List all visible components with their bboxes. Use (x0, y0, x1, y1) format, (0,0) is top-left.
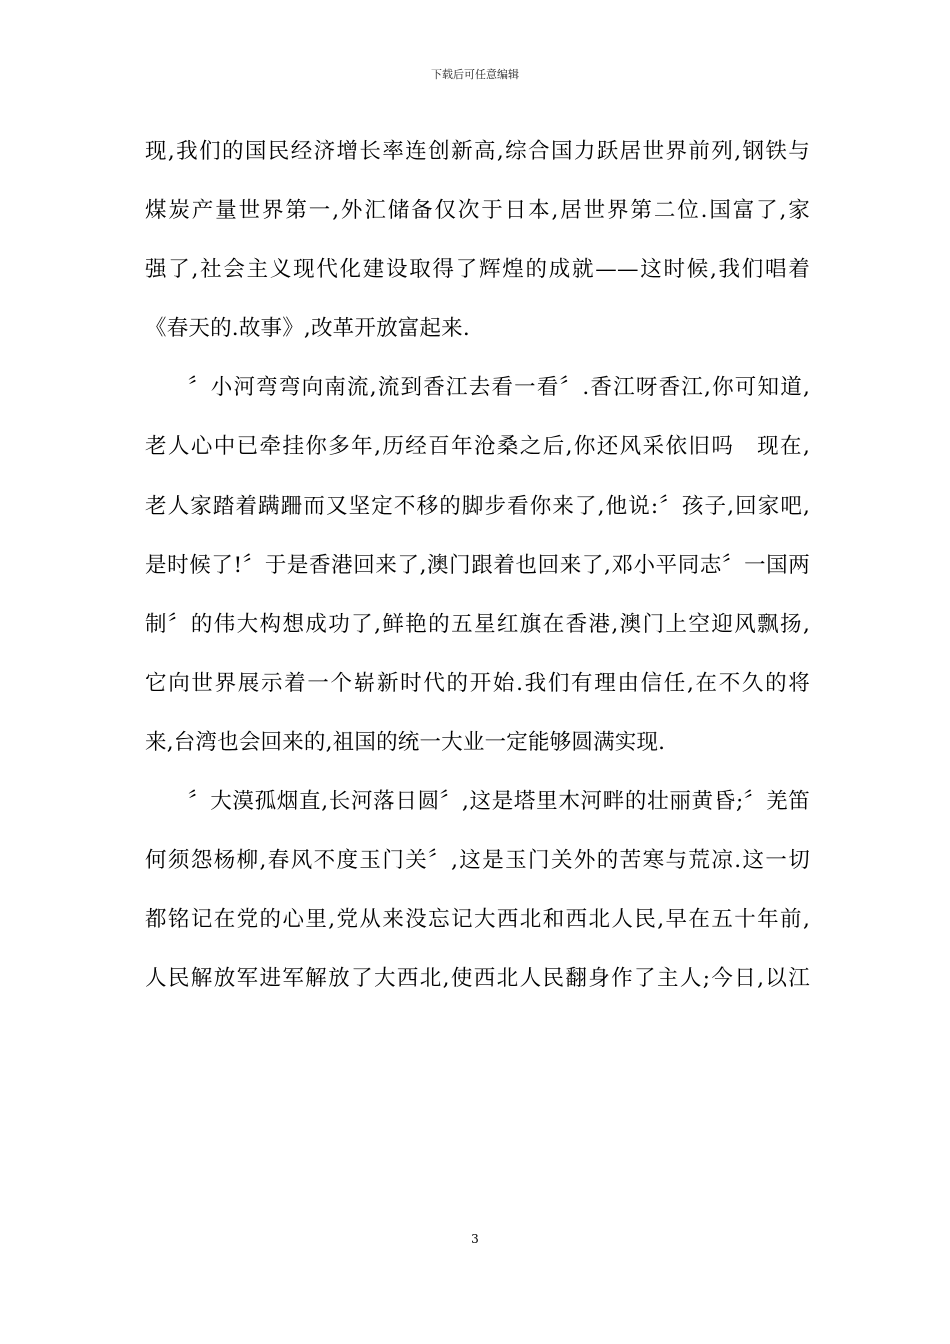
text-line: 煤炭产量世界第一,外汇储备仅次于日本,居世界第二位.国富了,家 (145, 198, 810, 224)
text-line: 都铭记在党的心里,党从来没忘记大西北和西北人民,早在五十年前, (145, 907, 810, 933)
text-line: 老人心中已牵挂你多年,历经百年沧桑之后,你还风采依旧吗 现在, (145, 434, 810, 460)
page-number: 3 (471, 1232, 479, 1246)
text-line: 来,台湾也会回来的,祖国的统一大业一定能够圆满实现. (145, 729, 666, 755)
text-line: 何须怨杨柳,春风不度玉门关〞,这是玉门关外的苦寒与荒凉.这一切 (145, 848, 810, 874)
text-line: 是时候了!〞于是香港回来了,澳门跟着也回来了,邓小平同志〞一国两 (145, 552, 810, 578)
text-line: 《春天的.故事》,改革开放富起来. (145, 316, 470, 342)
text-line: 〞小河弯弯向南流,流到香江去看一看〞.香江呀香江,你可知道, (188, 375, 810, 401)
text-line: 老人家踏着蹒跚而又坚定不移的脚步看你来了,他说:〞孩子,回家吧, (145, 493, 810, 519)
text-line: 〞大漠孤烟直,长河落日圆〞,这是塔里木河畔的壮丽黄昏;〞羌笛 (188, 789, 810, 815)
page-header: 下载后可任意编辑 (431, 68, 519, 81)
text-line: 它向世界展示着一个崭新时代的开始.我们有理由信任,在不久的将 (145, 670, 810, 696)
text-line: 人民解放军进军解放了大西北,使西北人民翻身作了主人;今日,以江 (145, 966, 810, 992)
text-line: 制〞的伟大构想成功了,鲜艳的五星红旗在香港,澳门上空迎风飘扬, (145, 611, 810, 637)
text-line: 现,我们的国民经济增长率连创新高,综合国力跃居世界前列,钢铁与 (145, 139, 810, 164)
text-line: 强了,社会主义现代化建设取得了辉煌的成就——这时候,我们唱着 (145, 257, 810, 283)
document-body (145, 132, 810, 1018)
